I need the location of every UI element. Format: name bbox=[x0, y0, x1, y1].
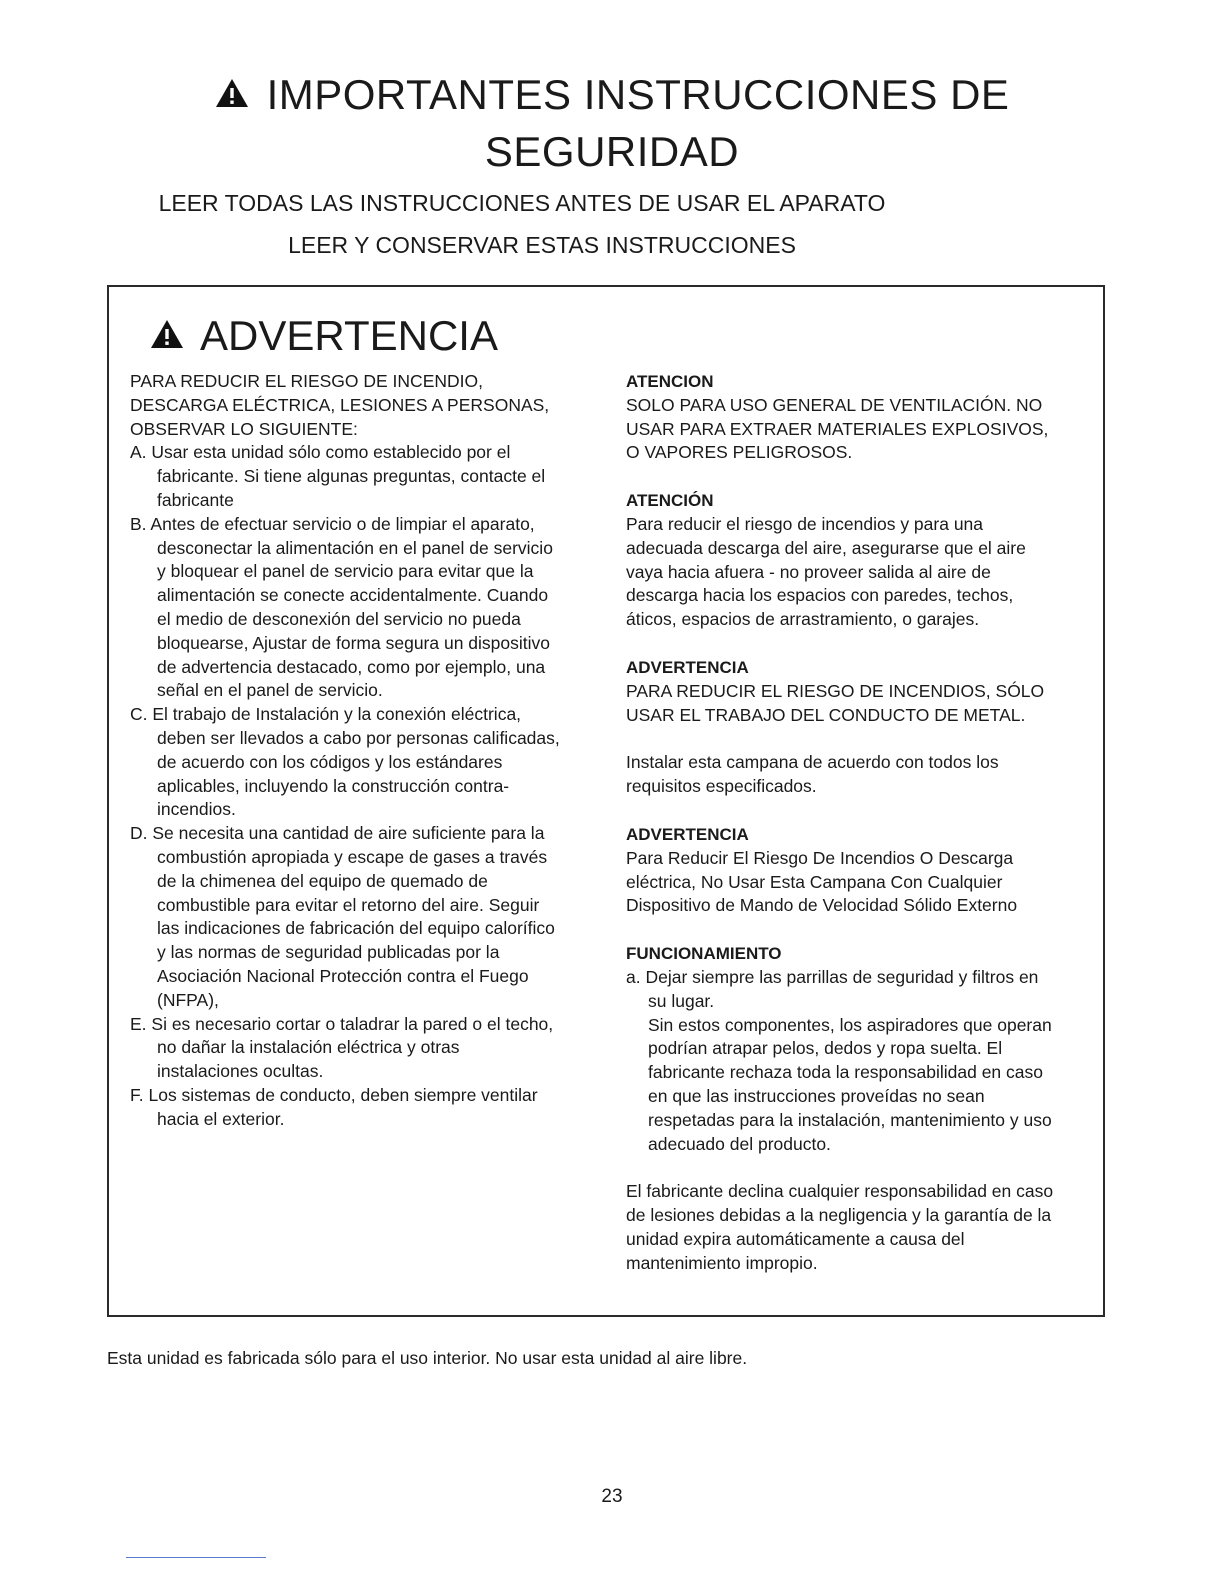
list-item-c: C. El trabajo de Instalación y la conexión eléctrica, deben ser llevados a cabo por personas calificadas, de acuerdo con los códigos y los estándares aplicables, incluyendo la construcción contra-incendios. bbox=[130, 704, 560, 820]
advertencia-2-heading: ADVERTENCIA bbox=[626, 824, 749, 844]
advertencia-1-body: PARA REDUCIR EL RIESGO DE INCENDIOS, SÓLO USAR EL TRABAJO DEL CONDUCTO DE METAL. bbox=[626, 680, 1045, 725]
atencion-2-heading: ATENCIÓN bbox=[626, 491, 714, 511]
list-item-a: A. Usar esta unidad sólo como establecido por el fabricante. Si tiene algunas preguntas, contacte el fabricante bbox=[130, 442, 546, 510]
funcionamiento-heading: FUNCIONAMIENTO bbox=[626, 944, 782, 964]
page-number: 23 bbox=[601, 1486, 623, 1507]
warning-heading bbox=[150, 310, 498, 365]
list-item-d: D. Se necesita una cantidad de aire suficiente para la combustión apropiada y escape de gases a través de la chimenea del equipo de quemado de combustible para evitar el retorno del aire. Seguir las indicaciones de fabricación del equipo calorífico y las normas de seguridad publicadas por la Asociación Nacional Protección contra el Fuego (NFPA), bbox=[130, 823, 555, 1010]
liability-note: El fabricante declina cualquier responsabilidad en caso de lesiones debidas a la negligencia y la garantía de la unidad expira automáticamente a causa del mantenimiento impropio. bbox=[626, 1181, 1054, 1273]
funcionamiento-item-a-continued: Sin estos componentes, los aspiradores que operan podrían atrapar pelos, dedos y ropa suelta. El fabricante rechaza toda la responsabilidad en caso en que las instrucciones proveídas no sean respetadas para la instalación, mantenimiento y uso adecuado del producto. bbox=[648, 1014, 1052, 1154]
advertencia-2-body: Para Reducir El Riesgo De Incendios O Descarga eléctrica, No Usar Esta Campana Con Cualquier Dispositivo de Mando de Velocidad Sólido Externo bbox=[626, 847, 1018, 916]
list-item-e: E. Si es necesario cortar o taladrar la pared o el techo, no dañar la instalación eléctrica y otras instalaciones ocultas. bbox=[130, 1013, 554, 1082]
funcionamiento-item-a: a. Dejar siempre las parrillas de seguridad y filtros en su lugar. bbox=[626, 966, 1039, 1011]
title-line-1: IMPORTANTES INSTRUCCIONES DE bbox=[266, 71, 1010, 118]
warning-triangle-icon bbox=[215, 67, 249, 121]
warning-heading-text: ADVERTENCIA bbox=[200, 312, 498, 359]
atencion-heading: ATENCION bbox=[626, 372, 714, 391]
subtitle-keep-instructions: LEER Y CONSERVAR ESTAS INSTRUCCIONES bbox=[288, 232, 796, 258]
subtitle-read-all: LEER TODAS LAS INSTRUCCIONES ANTES DE USAR EL APARATO bbox=[158, 190, 886, 216]
install-note: Instalar esta campana de acuerdo con todos los requisitos especificados. bbox=[626, 752, 999, 797]
atencion-2-body: Para reducir el riesgo de incendios y para una adecuada descarga del aire, asegurarse que el aire vaya hacia afuera - no proveer salida al aire de descarga hacia los espacios con paredes, techos, áticos, espacios de arrastramiento, o garajes. bbox=[626, 513, 1026, 630]
left-column bbox=[130, 370, 560, 1132]
footer-rule bbox=[126, 1557, 266, 1558]
list-item-f: F. Los sistemas de conducto, deben siempre ventilar hacia el exterior. bbox=[130, 1084, 538, 1129]
list-item-b: B. Antes de efectuar servicio o de limpiar el aparato, desconectar la alimentación en el panel de servicio y bloquear el panel de servicio para evitar que la alimentación se conecte accidentalmente. Cuando el medio de desconexión del servicio no pueda bloquearse, Ajustar de forma segura un dispositivo de advertencia destacado, como por ejemplo, una señal en el panel de servicio. bbox=[130, 513, 553, 701]
atencion-body: SOLO PARA USO GENERAL DE VENTILACIÓN. NO USAR PARA EXTRAER MATERIALES EXPLOSIVOS, O VAPORES PELIGROSOS. bbox=[626, 394, 1049, 463]
left-intro: PARA REDUCIR EL RIESGO DE INCENDIO, DESCARGA ELÉCTRICA, LESIONES A PERSONAS, OBSERVAR LO SIGUIENTE: bbox=[130, 371, 550, 439]
title-line-2: SEGURIDAD bbox=[484, 127, 740, 175]
page-title bbox=[0, 68, 1224, 179]
indoor-use-note: Esta unidad es fabricada sólo para el uso interior. No usar esta unidad al aire libre. bbox=[107, 1348, 748, 1368]
right-column bbox=[626, 370, 1056, 1276]
advertencia-1-heading: ADVERTENCIA bbox=[626, 657, 749, 677]
warning-triangle-icon bbox=[150, 309, 184, 361]
